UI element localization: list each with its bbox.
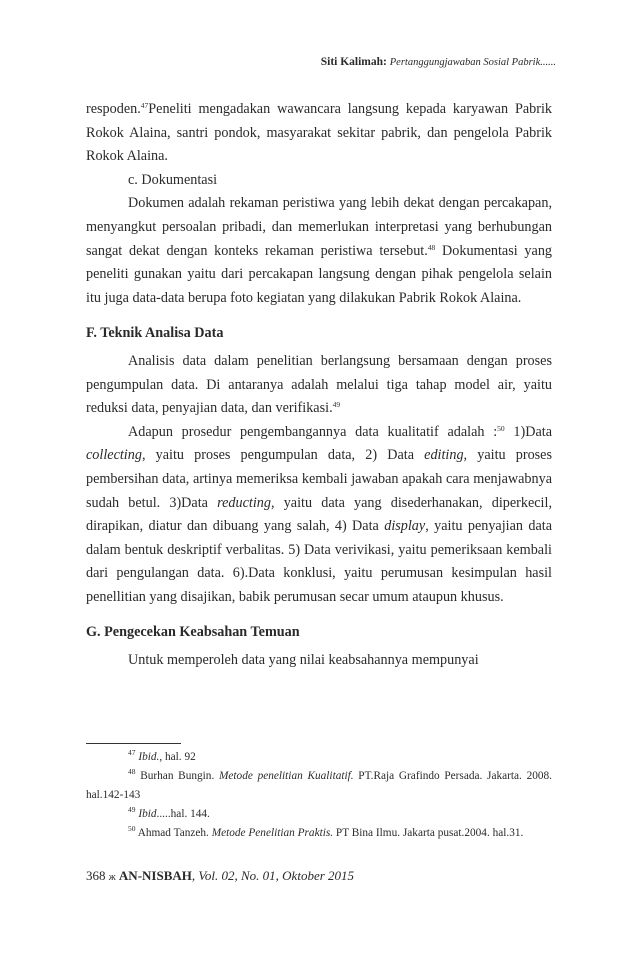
footnote-number: 47 [128, 748, 136, 757]
footnote-ref-50: 50 [497, 423, 505, 433]
paragraph-respoden [86, 98, 552, 169]
footnote-49 [86, 805, 552, 824]
term-display: display [384, 518, 426, 535]
text-run: Ahmad Tanzeh. [135, 827, 212, 839]
text-run: , yaitu proses pembersihan data, artinya memeriksa kembali jawaban apakah cara menjawabnya sudah betul. 3)Data [86, 447, 553, 511]
term-collecting: collecting [86, 447, 142, 464]
text-run: PT Bina Ilmu. Jakarta pusat.2004. hal.31. [333, 827, 524, 839]
text-run: Burhan Bungin. [135, 770, 219, 782]
paragraph-analisis [86, 350, 552, 421]
text-run: , yaitu data yang disederhanakan, diperkecil, dirapikan, diatur dan dibuang yang salah, 4) Data [86, 494, 552, 535]
text-run: PT.Raja Grafindo Persada. Jakarta. 2008. hal.142-143 [86, 770, 552, 801]
text-run: .....hal. 144. [156, 808, 210, 820]
footnote-divider [86, 743, 181, 744]
term-editing: editing [424, 447, 464, 464]
paragraph-dokumen [86, 192, 552, 310]
text-run: 1)Data [504, 423, 552, 440]
footnote-48 [86, 767, 552, 805]
footer-separator: ж [108, 872, 116, 883]
running-head-title: Pertanggungjawaban Sosial Pabrik...... [389, 57, 556, 68]
text-run: Dokumentasi yang peneliti gunakan yaitu dari percakapan langsung dengan pihak pengelola selain itu juga data-data berupa foto kegiatan yang dilakukan Pabrik Rokok Alaina. [86, 242, 553, 306]
footnote-50 [86, 824, 552, 843]
running-head-author: Siti Kalimah: [320, 56, 387, 68]
journal-issue: , Vol. 02, No. 01, Oktober 2015 [191, 868, 355, 883]
text-run: Ibid. [138, 751, 160, 763]
footnote-number: 49 [128, 805, 136, 814]
text-run: Dokumen adalah rekaman peristiwa yang lebih dekat dengan percakapan, menyangkut persoalan pribadi, dan memerlukan interpretasi yang berhubungan sangat dekat dengan konteks rekaman peristiwa tersebut. [86, 195, 552, 259]
text-run: Metode Penelitian Praktis. [211, 827, 334, 839]
text-run: Ibid [138, 808, 157, 820]
page-footer [86, 868, 354, 884]
text-run: Peneliti mengadakan wawancara langsung kepada karyawan Pabrik Rokok Alaina, santri pondok, masyarakat sekitar pabrik, dan pengelola Pabrik Rokok Alaina. [86, 101, 552, 165]
text-run: Adapun prosedur pengembangannya data kualitatif adalah : [128, 423, 498, 440]
text-run: Analisis data dalam penelitian berlangsung bersamaan dengan proses pengumpulan data. Di antaranya adalah melalui tiga tahap model air, yaitu reduksi data, penyajian data, dan verifikasi. [86, 352, 552, 417]
body-text [86, 98, 552, 673]
footnote-47 [86, 748, 552, 767]
text-run: Metode penelitian Kualitatif. [218, 770, 354, 782]
running-head [321, 56, 556, 68]
footnote-number: 50 [128, 824, 136, 833]
footnote-ref-49: 49 [332, 400, 341, 410]
text-run: , hal. 92 [159, 751, 196, 763]
term-reducting: reducting [217, 494, 271, 511]
section-heading-g: G. Pengecekan Keabsahan Temuan [86, 624, 300, 641]
paragraph-prosedur [86, 421, 552, 610]
text-run: , yaitu proses pengumpulan data, 2) Data [141, 447, 425, 464]
text-run: respoden. [86, 101, 141, 117]
footnotes [86, 748, 552, 843]
text-run: , yaitu penyajian data dalam bentuk deskriptif verbalitas. 5) Data verivikasi, yaitu pemeriksaan kembali dari pengulangan data. 6).Data konklusi, yaitu perumusan kesimpulan hasil penellitian yang disajikan, babik perumusan secar umum ataupun khusus. [86, 518, 552, 605]
page-number: 368 [86, 868, 106, 883]
journal-name: AN-NISBAH [118, 868, 192, 883]
footnote-ref-47: 47 [140, 101, 149, 110]
section-heading-f: F. Teknik Analisa Data [86, 325, 224, 342]
subheading-dokumentasi: c. Dokumentasi [128, 171, 218, 188]
footnote-number: 48 [128, 767, 136, 776]
paragraph-keabsahan: Untuk memperoleh data yang nilai keabsahannya mempunyai [128, 652, 479, 669]
footnote-ref-48: 48 [427, 242, 436, 252]
